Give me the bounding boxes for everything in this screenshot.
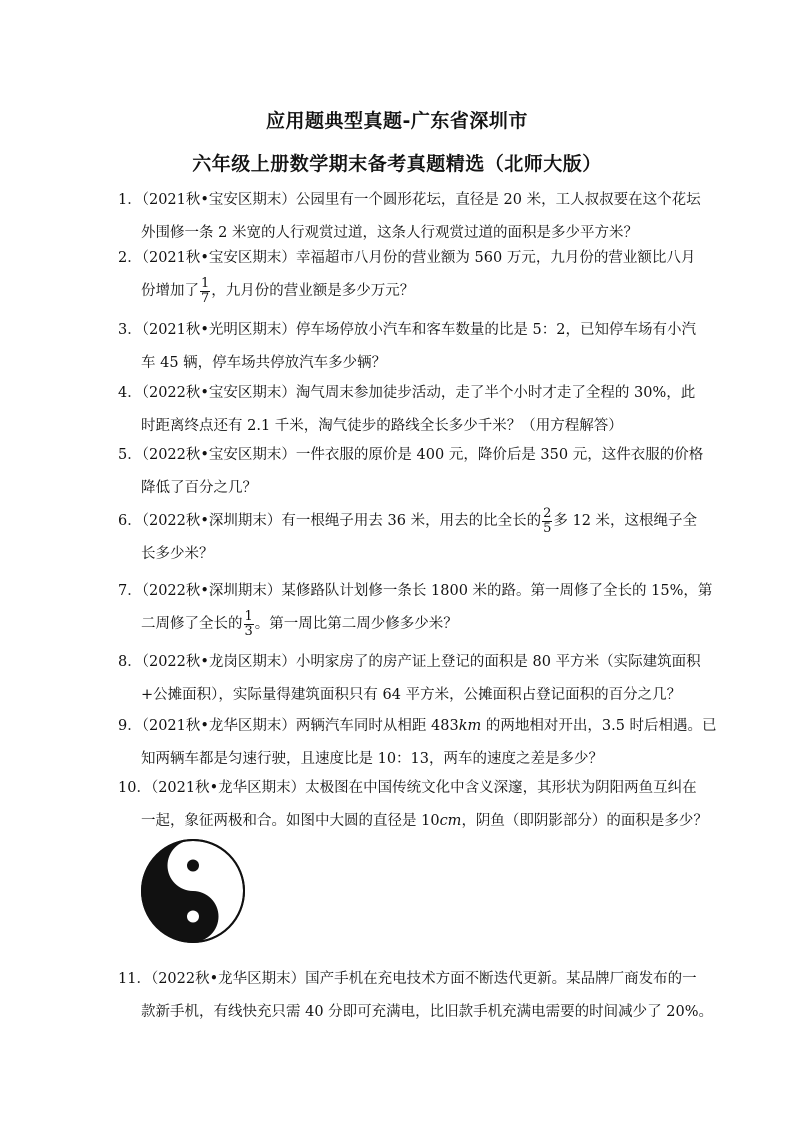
question-2-line2 xyxy=(118,275,678,308)
question-9-text-a: 9．（2021秋•龙华区期末）两辆汽车同时从相距 483 xyxy=(118,718,459,734)
question-1-line2: 外围修一条 2 米宽的人行观赏过道，这条人行观赏过道的面积是多少平方米？ xyxy=(141,225,638,241)
question-2 xyxy=(118,242,696,308)
fraction xyxy=(542,507,552,536)
question-11-line2: 款新手机，有线快充只需 40 分即可充满电，比旧款手机充满电需要的时间减少了 20%。 xyxy=(141,1004,714,1020)
question-10-text-a: 一起，象征两极和合。如图中大圆的直径是 10 xyxy=(141,813,440,829)
question-3-line1: 3．（2021秋•光明区期末）停车场停放小汽车和客车数量的比是 5：2，已知停车场有小汽 xyxy=(118,322,696,338)
question-2-line1: 2．（2021秋•宝安区期末）幸福超市八月份的营业额为 560 万元，九月份的营业额比八月 xyxy=(118,250,696,266)
question-7-text-a: 二周修了全长的 xyxy=(141,616,243,632)
question-2-text-b: ，九月份的营业额是多少万元？ xyxy=(211,283,415,299)
question-6 xyxy=(118,505,698,571)
question-10-text-b: ，阴鱼（即阴影部分）的面积是多少？ xyxy=(461,813,708,829)
question-6-line1 xyxy=(118,505,698,538)
question-6-line2: 长多少米？ xyxy=(141,546,214,562)
question-5-line2: 降低了百分之几？ xyxy=(141,480,257,496)
question-4 xyxy=(118,377,696,443)
question-2-text-a: 份增加了 xyxy=(141,283,199,299)
question-7 xyxy=(118,575,713,641)
question-11-line1: 11．（2022秋•龙华区期末）国产手机在充电技术方面不断迭代更新。某品牌厂商发布的一 xyxy=(118,971,697,987)
question-6-text-a: 6．（2022秋•深圳期末）有一根绳子用去 36 米，用去的比全长的 xyxy=(118,513,542,529)
question-4-line2: 时距离终点还有 2.1 千米，淘气徒步的路线全长多少千米？（用方程解答） xyxy=(141,418,623,434)
fraction-denominator: 3 xyxy=(244,623,253,639)
question-4-line1: 4．（2022秋•宝安区期末）淘气周末参加徒步活动，走了半个小时才走了全程的 30%，此 xyxy=(118,385,696,401)
fraction-numerator: 2 xyxy=(543,505,552,521)
fraction-numerator: 1 xyxy=(244,608,253,624)
unit-km: km xyxy=(458,718,482,734)
question-8-line1: 8．（2022秋•龙岗区期末）小明家房了的房产证上登记的面积是 80 平方米（实际建筑面积 xyxy=(118,654,701,670)
question-10-line1: 10．（2021秋•龙华区期末）太极图在中国传统文化中含义深邃，其形状为阴阳两鱼互纠在 xyxy=(118,780,697,796)
fraction-denominator: 5 xyxy=(543,520,552,536)
question-3 xyxy=(118,314,696,380)
fraction xyxy=(244,610,254,639)
fraction-numerator: 1 xyxy=(201,275,210,291)
question-9-text-b: 的两地相对开出，3.5 时后相遇。已 xyxy=(481,718,717,734)
question-9-line1 xyxy=(118,710,717,743)
question-9-line2: 知两辆车都是匀速行驶，且速度比是 10：13，两车的速度之差是多少？ xyxy=(141,751,604,767)
question-3-line2: 车 45 辆，停车场共停放汽车多少辆？ xyxy=(141,355,387,371)
question-1 xyxy=(118,184,701,250)
question-11 xyxy=(118,963,714,1029)
fraction-denominator: 7 xyxy=(201,290,210,306)
question-7-text-b: 。第一周比第二周少修多少米？ xyxy=(254,616,458,632)
question-9 xyxy=(118,710,717,776)
question-6-text-b: 多 12 米，这根绳子全 xyxy=(553,513,698,529)
page-title-line2: 六年级上册数学期末备考真题精选（北师大版） xyxy=(192,153,602,175)
question-10 xyxy=(118,772,708,838)
unit-cm: cm xyxy=(439,813,462,829)
question-1-line1: 1．（2021秋•宝安区期末）公园里有一个圆形花坛，直径是 20 米，工人叔叔要在这个花坛 xyxy=(118,192,701,208)
question-10-line2 xyxy=(118,805,708,838)
question-5 xyxy=(118,439,704,505)
fraction xyxy=(200,277,210,306)
page-title-line1: 应用题典型真题-广东省深圳市 xyxy=(266,110,528,132)
question-8-line2: +公摊面积），实际量得建筑面积只有 64 平方米，公摊面积占登记面积的百分之几？ xyxy=(141,687,682,703)
question-8 xyxy=(118,646,701,712)
question-7-line2 xyxy=(118,608,678,641)
question-7-line1: 7．（2022秋•深圳期末）某修路队计划修一条长 1800 米的路。第一周修了全长的 15%，第 xyxy=(118,583,713,599)
taiji-figure xyxy=(140,838,246,944)
question-5-line1: 5．（2022秋•宝安区期末）一件衣服的原价是 400 元，降价后是 350 元，这件衣服的价格 xyxy=(118,447,704,463)
